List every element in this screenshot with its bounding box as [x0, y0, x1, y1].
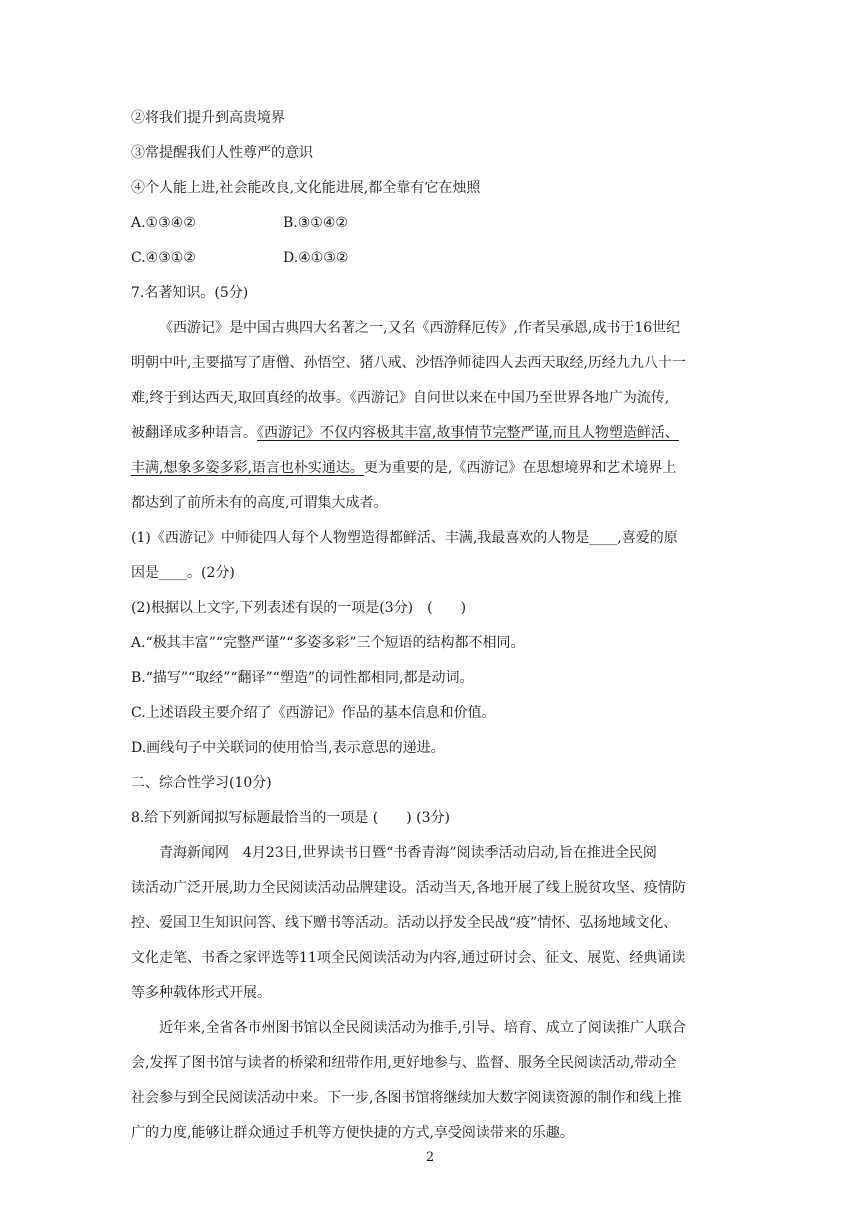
- q6-option-a: A.①③④②: [131, 215, 196, 231]
- q7-underlined-sentence: 《西游记》不仅内容极其丰富,故事情节完整严谨,而且人物塑造鲜活、: [257, 425, 679, 441]
- q8-news-line: 读活动广泛开展,助力全民阅读活动品牌建设。活动当天,各地开展了线上脱贫攻坚、疫情防: [131, 880, 686, 896]
- q8-news-line: 会,发挥了图书馆与读者的桥梁和纽带作用,更好地参与、监督、服务全民阅读活动,带动全: [131, 1055, 677, 1071]
- q7-option-a: A.“极其丰富”“完整严谨”“多姿多彩”三个短语的结构都不相同。: [131, 635, 525, 651]
- q8-news-line: 广的力度,能够让群众通过手机等方便快捷的方式,享受阅读带来的乐趣。: [131, 1125, 574, 1141]
- q7-sub2: (2)根据以上文字,下列表述有误的一项是(3分) ( ): [131, 600, 467, 616]
- q7-underlined-sentence: 丰满,想象多姿多彩,语言也朴实通达。: [131, 460, 364, 476]
- q7-option-b: B.“描写”“取经”“翻译”“塑造”的词性都相同,都是动词。: [131, 670, 474, 686]
- q7-sub1-line: (1)《西游记》中师徒四人每个人物塑造得都鲜活、丰满,我最喜欢的人物是____,喜爱的原: [131, 530, 678, 546]
- q8-news-line: 青海新闻网 4月23日,世界读书日暨“书香青海”阅读季活动启动,旨在推进全民阅: [159, 845, 657, 861]
- q6-item-4: ④个人能上进,社会能改良,文化能进展,都全靠有它在烛照: [131, 180, 481, 196]
- q6-item-3: ③常提醒我们人性尊严的意识: [131, 145, 313, 161]
- q8-news-line: 控、爱国卫生知识问答、线下赠书等活动。活动以抒发全民战“疫”情怀、弘扬地域文化、: [131, 915, 678, 931]
- q7-passage-line: 《西游记》是中国古典四大名著之一,又名《西游释厄传》,作者吴承恩,成书于16世纪: [159, 320, 681, 336]
- q8-news-line: 文化走笔、书香之家评选等11项全民阅读活动为内容,通过研讨会、征文、展览、经典诵读: [131, 950, 686, 966]
- q7-passage-text: 被翻译成多种语言。: [131, 425, 257, 441]
- q7-sub1-line: 因是____。(2分): [131, 565, 235, 581]
- q8-title: 8.给下列新闻拟写标题最恰当的一项是 ( ) (3分): [131, 810, 451, 826]
- q7-passage-line: [131, 423, 679, 443]
- q8-news-line: 社会参与到全民阅读活动中来。下一步,各图书馆将继续加大数字阅读资源的制作和线上推: [131, 1090, 682, 1106]
- q7-option-d: D.画线句子中关联词的使用恰当,表示意思的递进。: [131, 740, 445, 756]
- page-number: 2: [425, 1150, 435, 1165]
- q7-passage-line: 难,终于到达西天,取回真经的故事。《西游记》自问世以来在中国乃至世界各地广为流传,: [131, 390, 670, 406]
- q6-option-c: C.④③①②: [131, 250, 196, 266]
- q8-news-line: 等多种载体形式开展。: [131, 985, 271, 1001]
- q7-passage-line: [131, 458, 676, 478]
- q7-passage-line: 明朝中叶,主要描写了唐僧、孙悟空、猪八戒、沙悟净师徒四人去西天取经,历经九九八十一: [131, 355, 686, 371]
- q7-passage-text: 更为重要的是,《西游记》在思想境界和艺术境界上: [363, 460, 677, 476]
- q6-item-2: ②将我们提升到高贵境界: [131, 110, 285, 126]
- q6-option-d: D.④①③②: [283, 250, 349, 266]
- section-2-title: 二、综合性学习(10分): [131, 775, 272, 791]
- q7-title: 7.名著知识。(5分): [131, 285, 249, 301]
- q6-option-b: B.③①④②: [283, 215, 348, 231]
- q7-passage-line: 都达到了前所未有的高度,可谓集大成者。: [131, 495, 388, 511]
- q8-news-line: 近年来,全省各市州图书馆以全民阅读活动为推手,引导、培育、成立了阅读推广人联合: [159, 1020, 686, 1036]
- q7-option-c: C.上述语段主要介绍了《西游记》作品的基本信息和价值。: [131, 705, 496, 721]
